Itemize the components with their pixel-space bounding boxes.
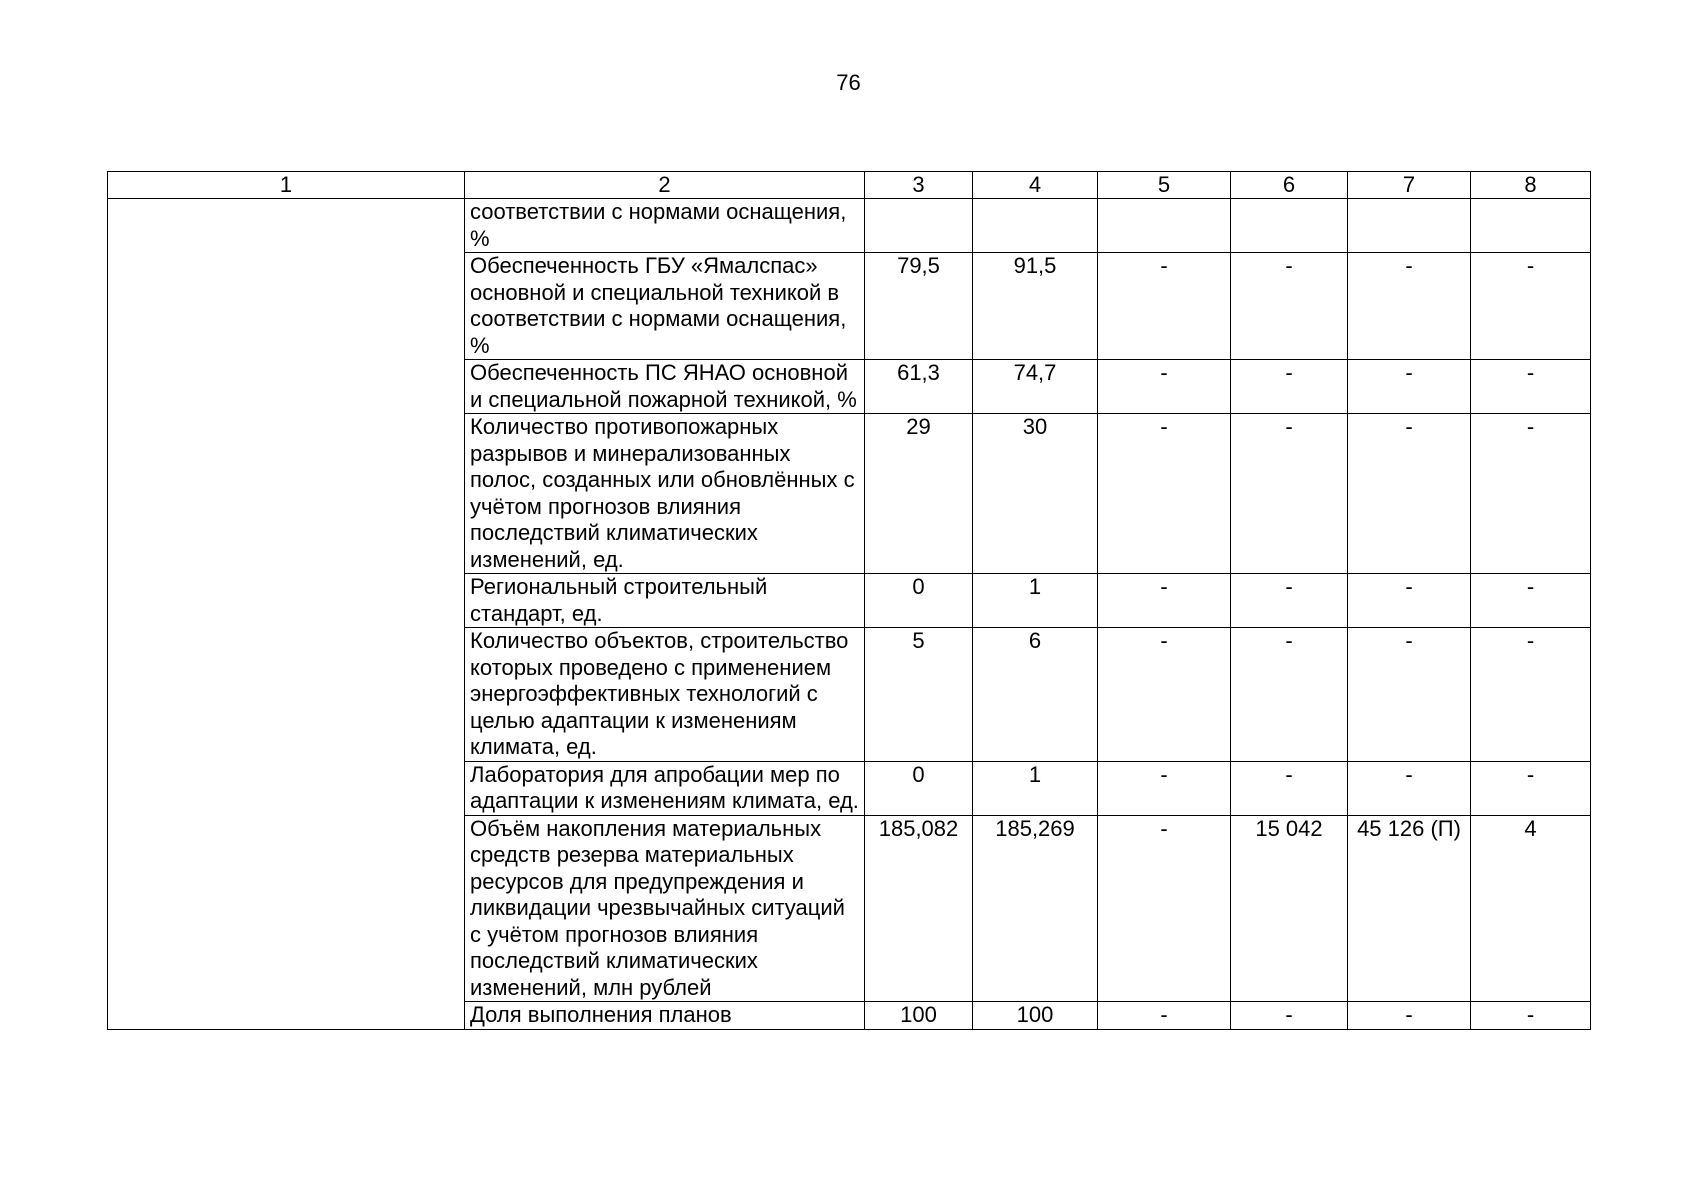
header-col-8: 8 xyxy=(1471,172,1591,199)
value-cell-col6 xyxy=(1231,199,1348,253)
value-cell-col6: - xyxy=(1231,414,1348,574)
data-table xyxy=(107,171,1591,1030)
value-cell-col6: - xyxy=(1231,1002,1348,1030)
merged-col1-cell xyxy=(108,199,465,1030)
value-cell-col8: - xyxy=(1471,628,1591,762)
header-col-6: 6 xyxy=(1231,172,1348,199)
value-cell-col6: - xyxy=(1231,253,1348,360)
indicator-cell: Количество объектов, строительство которых проведено с применением энергоэффективных технологий с целью адаптации к изменениям климата, ед. xyxy=(465,628,865,762)
value-cell-col7: - xyxy=(1348,574,1471,628)
value-cell-col6: - xyxy=(1231,628,1348,762)
value-cell-col3: 5 xyxy=(865,628,973,762)
value-cell-col7: 45 126 (П) xyxy=(1348,815,1471,1002)
indicator-cell: Объём накопления материальных средств резерва материальных ресурсов для предупреждения и ликвидации чрезвычайных ситуаций с учётом прогнозов влияния последствий климатических изменений, млн рублей xyxy=(465,815,865,1002)
value-cell-col8: - xyxy=(1471,1002,1591,1030)
value-cell-col8: - xyxy=(1471,253,1591,360)
value-cell-col5: - xyxy=(1098,815,1231,1002)
value-cell-col7: - xyxy=(1348,360,1471,414)
value-cell-col5: - xyxy=(1098,628,1231,762)
header-col-5: 5 xyxy=(1098,172,1231,199)
value-cell-col3: 0 xyxy=(865,761,973,815)
value-cell-col5: - xyxy=(1098,360,1231,414)
header-col-1: 1 xyxy=(108,172,465,199)
value-cell-col4: 91,5 xyxy=(973,253,1098,360)
value-cell-col6: - xyxy=(1231,574,1348,628)
value-cell-col8 xyxy=(1471,199,1591,253)
header-col-2: 2 xyxy=(465,172,865,199)
value-cell-col3: 61,3 xyxy=(865,360,973,414)
value-cell-col4 xyxy=(973,199,1098,253)
page-number: 76 xyxy=(836,70,861,95)
indicator-cell: Обеспеченность ПС ЯНАО основной и специальной пожарной техникой, % xyxy=(465,360,865,414)
value-cell-col3: 0 xyxy=(865,574,973,628)
value-cell-col7 xyxy=(1348,199,1471,253)
value-cell-col3 xyxy=(865,199,973,253)
value-cell-col8: - xyxy=(1471,360,1591,414)
value-cell-col3: 100 xyxy=(865,1002,973,1030)
value-cell-col6: 15 042 xyxy=(1231,815,1348,1002)
header-col-7: 7 xyxy=(1348,172,1471,199)
value-cell-col5: - xyxy=(1098,1002,1231,1030)
value-cell-col5 xyxy=(1098,199,1231,253)
value-cell-col4: 1 xyxy=(973,761,1098,815)
indicator-cell: Лаборатория для апробации мер по адаптации к изменениям климата, ед. xyxy=(465,761,865,815)
value-cell-col4: 30 xyxy=(973,414,1098,574)
value-cell-col6: - xyxy=(1231,761,1348,815)
value-cell-col4: 74,7 xyxy=(973,360,1098,414)
value-cell-col7: - xyxy=(1348,628,1471,762)
value-cell-col8: - xyxy=(1471,574,1591,628)
value-cell-col5: - xyxy=(1098,253,1231,360)
header-row xyxy=(108,172,1591,199)
indicator-cell: Региональный строительный стандарт, ед. xyxy=(465,574,865,628)
value-cell-col7: - xyxy=(1348,761,1471,815)
value-cell-col4: 185,269 xyxy=(973,815,1098,1002)
header-col-3: 3 xyxy=(865,172,973,199)
value-cell-col4: 1 xyxy=(973,574,1098,628)
value-cell-col5: - xyxy=(1098,761,1231,815)
indicator-cell: Количество противопожарных разрывов и минерализованных полос, созданных или обновлённых с учётом прогнозов влияния последствий климатических изменений, ед. xyxy=(465,414,865,574)
value-cell-col7: - xyxy=(1348,1002,1471,1030)
value-cell-col8: 4 xyxy=(1471,815,1591,1002)
value-cell-col7: - xyxy=(1348,414,1471,574)
table-row xyxy=(108,199,1591,253)
value-cell-col4: 100 xyxy=(973,1002,1098,1030)
value-cell-col3: 185,082 xyxy=(865,815,973,1002)
value-cell-col4: 6 xyxy=(973,628,1098,762)
header-col-4: 4 xyxy=(973,172,1098,199)
value-cell-col7: - xyxy=(1348,253,1471,360)
indicator-cell: Обеспеченность ГБУ «Ямалспас» основной и специальной техникой в соответствии с нормами оснащения, % xyxy=(465,253,865,360)
value-cell-col5: - xyxy=(1098,414,1231,574)
indicator-cell: соответствии с нормами оснащения, % xyxy=(465,199,865,253)
value-cell-col3: 29 xyxy=(865,414,973,574)
value-cell-col5: - xyxy=(1098,574,1231,628)
value-cell-col3: 79,5 xyxy=(865,253,973,360)
value-cell-col6: - xyxy=(1231,360,1348,414)
value-cell-col8: - xyxy=(1471,414,1591,574)
indicator-cell: Доля выполнения планов xyxy=(465,1002,865,1030)
value-cell-col8: - xyxy=(1471,761,1591,815)
